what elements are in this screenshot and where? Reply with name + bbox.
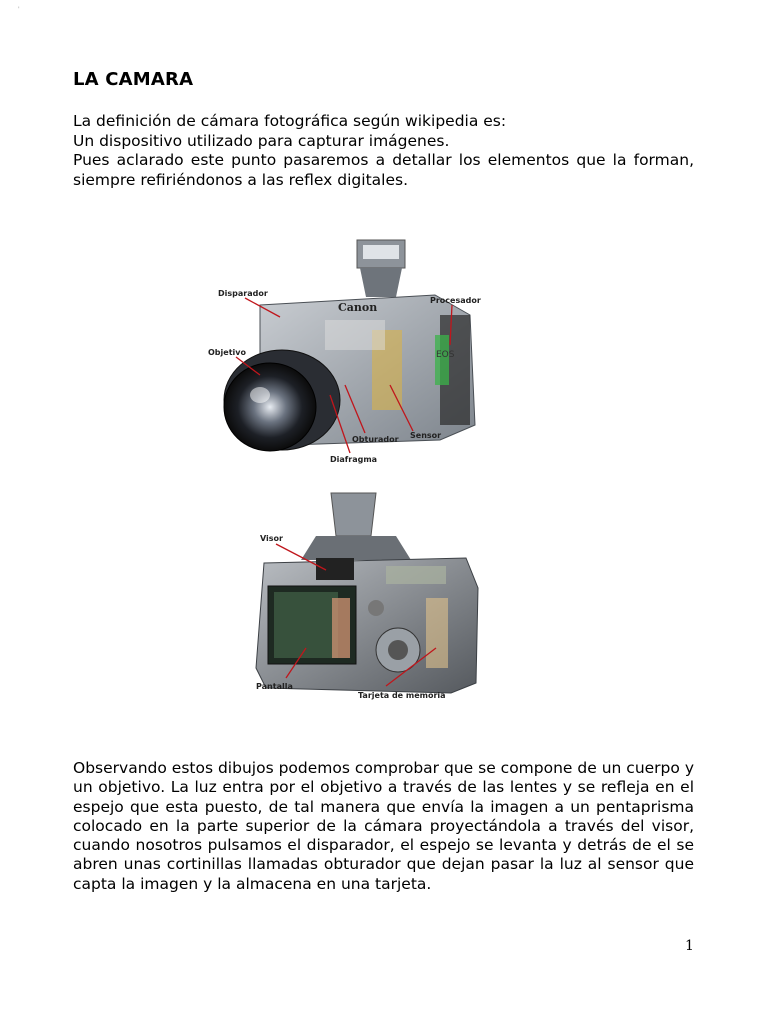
- intro-paragraph: [73, 112, 694, 190]
- camera-back-illustration: [246, 488, 482, 704]
- mirror-box: [325, 320, 385, 350]
- explanation-paragraph: [73, 759, 694, 894]
- flash-window: [363, 245, 399, 259]
- page-number: 1: [685, 938, 694, 954]
- label-sensor: Sensor: [410, 431, 442, 440]
- camera-front-illustration: [200, 235, 490, 467]
- processor-board: [435, 335, 449, 385]
- pentaprism: [360, 268, 402, 297]
- brand-logo: Canon: [338, 301, 378, 314]
- explanation-text: Observando estos dibujos podemos comprobar que se compone de un cuerpo y un objetivo. La luz entra por el objetivo a través de las lentes y se refleja en el espejo que esta puesto, de tal manera que envía la imagen a un pentaprisma colocado en la parte superior de la cámara proyectándola a través del visor, cuando nosotros pulsamos el disparador, el espejo se levanta y detrás de el se abren unas cortinillas llamadas obturador que dejan pasar la luz al sensor que capta la imagen y la almacena en una tarjeta.: [73, 759, 694, 893]
- label-procesador: Procesador: [430, 296, 481, 305]
- corner-mark: ': [18, 6, 20, 13]
- model-logo: EOS: [436, 350, 455, 360]
- memory-card-slot: [332, 598, 350, 658]
- label-obturador: Obturador: [352, 435, 399, 444]
- button-small: [368, 600, 384, 616]
- intro-line-definition: La definición de cámara fotográfica según wikipedia es:: [73, 112, 507, 130]
- label-disparador: Disparador: [218, 289, 268, 298]
- label-visor: Visor: [260, 534, 283, 543]
- lens-reflection: [250, 387, 270, 403]
- camera-front-cutaway-figure: [200, 235, 490, 467]
- battery-area: [426, 598, 448, 668]
- intro-line-device: Un dispositivo utilizado para capturar imágenes.: [73, 131, 450, 150]
- control-dial-center: [388, 640, 408, 660]
- page-title: LA CAMARA: [73, 69, 194, 90]
- label-objetivo: Objetivo: [208, 348, 246, 357]
- viewfinder: [316, 558, 354, 580]
- label-diafragma: Diafragma: [330, 455, 378, 464]
- intro-line-detail: Pues aclarado este punto pasaremos a detallar los elementos que la forman, siempre refiriéndonos a las reflex digitales.: [73, 151, 694, 189]
- label-pantalla: Pantalla: [256, 682, 293, 691]
- lens-glass: [224, 363, 316, 451]
- camera-back-cutaway-figure: [246, 488, 482, 704]
- pentaprism-back: [301, 536, 411, 560]
- label-tarjeta: Tarjeta de memoria: [358, 691, 446, 700]
- flash-unit-back: [331, 493, 376, 536]
- top-lcd: [386, 566, 446, 584]
